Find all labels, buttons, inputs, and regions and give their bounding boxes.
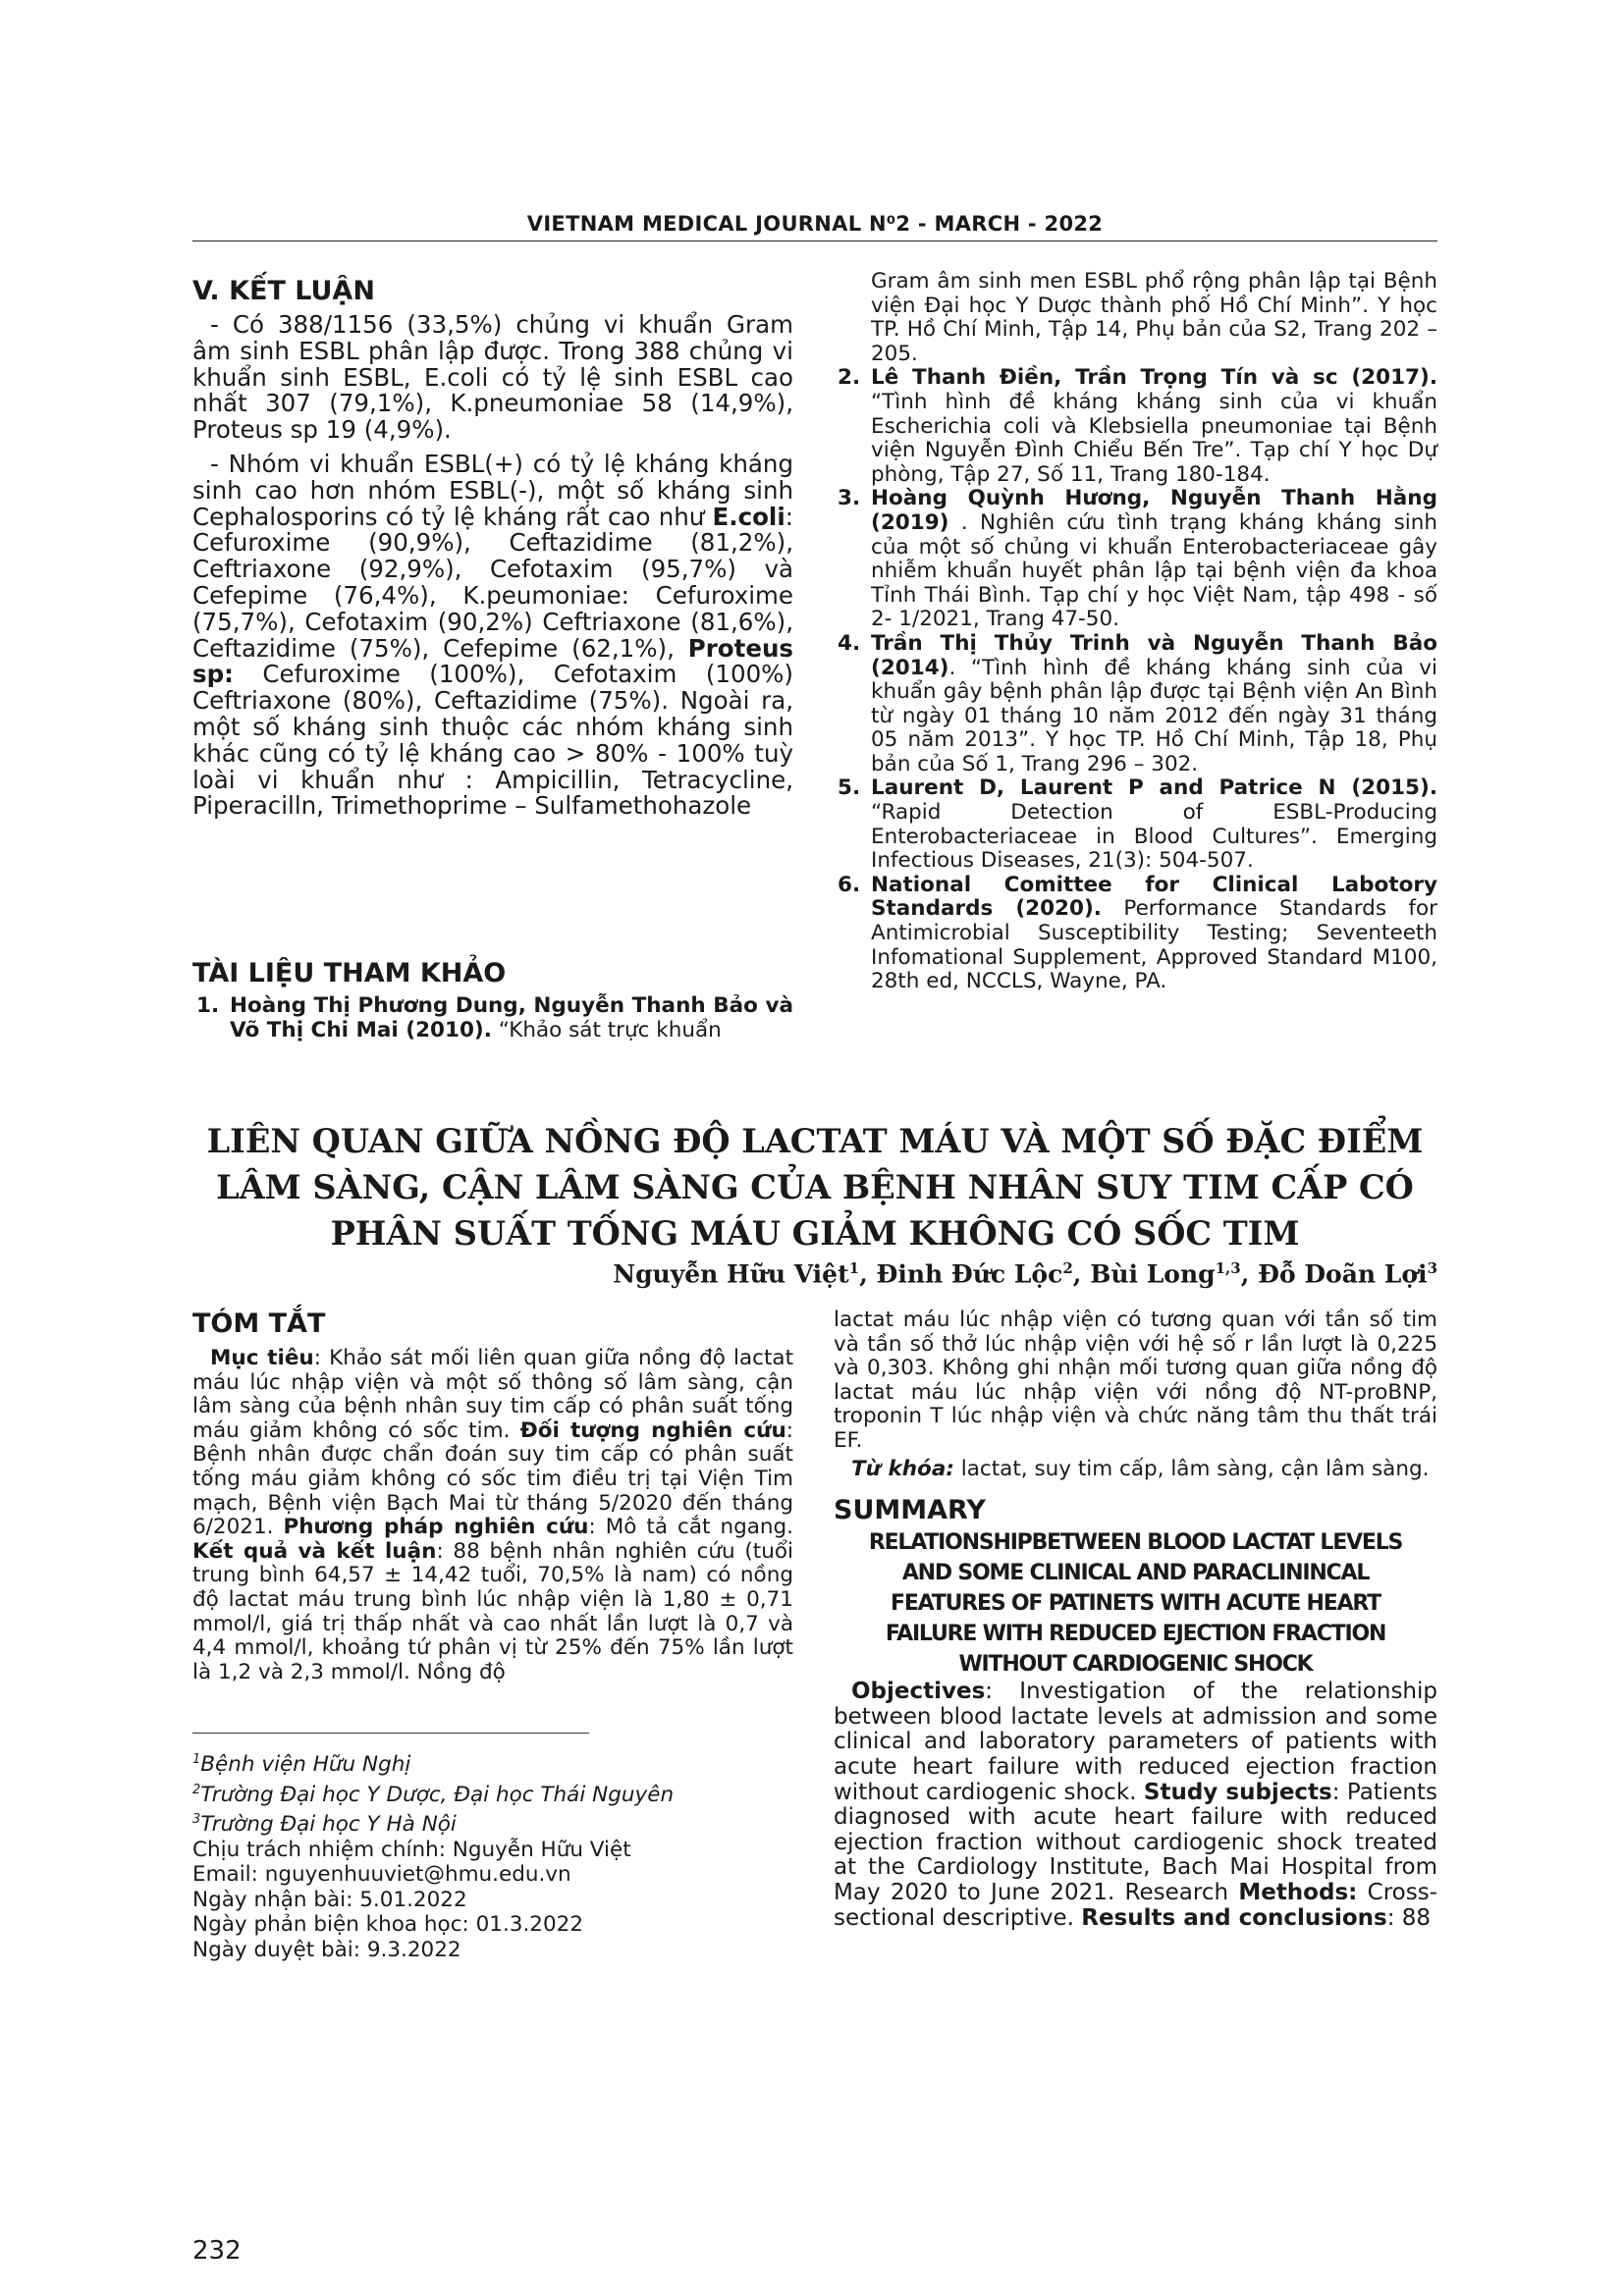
reference-item: [834, 487, 1437, 632]
running-header: VIETNAM MEDICAL JOURNAL N⁰2 - MARCH - 2022: [526, 212, 1104, 236]
summary-results-label: Results and conclusions: [1081, 1904, 1387, 1931]
summary-heading: SUMMARY: [834, 1495, 986, 1526]
author-name: Bùi Long: [1090, 1259, 1216, 1289]
affiliation-1-sup: 1: [192, 1752, 201, 1767]
affiliation-3: [192, 1807, 793, 1838]
reference-item: [192, 994, 793, 1042]
references-section: [192, 958, 793, 1042]
abstract-title: TÓM TẮT: [192, 1308, 326, 1339]
keywords: [834, 1458, 1437, 1482]
objective-label: Mục tiêu: [210, 1346, 314, 1370]
article-title-line-2: LÂM SÀNG, CẬN LÂM SÀNG CỦA BỆNH NHÂN SUY TIM CẤP CÓ: [216, 1168, 1414, 1206]
conclusion-title: V. KẾT LUẬN: [192, 276, 375, 306]
affiliation-1-text: Bệnh viện Hữu Nghị: [200, 1752, 411, 1778]
summary-title-line-2: AND SOME CLINICAL AND PARACLININCAL: [901, 1561, 1370, 1586]
reference-authors: Trần Thị Thủy Trinh và Nguyễn Thanh Bảo (2014): [871, 630, 1437, 680]
reference-item: [834, 874, 1437, 994]
author-name: Đinh Đức Lộc: [876, 1259, 1063, 1289]
article-title-line-1: LIÊN QUAN GIỮA NỒNG ĐỘ LACTAT MÁU VÀ MỘT SỐ ĐẶC ĐIỂM: [206, 1122, 1424, 1160]
conclusion-proteus: Proteus sp:: [192, 633, 793, 689]
reference-text: . Nghiên cứu tình trạng kháng kháng sinh của một số chủng vi khuẩn Enterobacteriaceae gây nhiễm khuẩn huyết phân lập tại bệnh viện đa khoa Tỉnh Thái Bình. Tạp chí y học Việt Nam, tập 498 - số 2- 1/2021, Trang 47-50.: [871, 509, 1437, 632]
references-continued: [834, 270, 1437, 994]
reference-authors: Lê Thanh Điền, Trần Trọng Tín và sc (2017).: [871, 365, 1437, 391]
reference-text: Performance Standards for Antimicrobial Susceptibility Testing; Seventeeth Infomational Supplement, Approved Standard M100, 28th ed, NCCLS, Wayne, PA.: [871, 896, 1437, 994]
author-affiliation-sup: 3: [1427, 1259, 1437, 1277]
reference-number: 1.: [196, 993, 220, 1018]
conclusion-ecoli: E.coli: [712, 502, 785, 531]
reference-authors: Hoàng Quỳnh Hương, Nguyễn Thanh Hằng (2019): [871, 486, 1437, 535]
summary-results-text: : 88: [1386, 1904, 1432, 1931]
methods-label: Phương pháp nghiên cứu: [283, 1515, 589, 1540]
affiliation-2: [192, 1778, 793, 1808]
abstract-vi: [192, 1308, 793, 1684]
reference-item: [834, 366, 1437, 487]
objective-text: : Khảo sát mối liên quan giữa nồng độ lactat máu lúc nhập viện và một số thông số lâm sàng, cận lâm sàng của bệnh nhân suy tim cấp có phân suất tống máu giảm không có sốc tim.: [192, 1346, 794, 1443]
footnote-rule: [192, 1733, 589, 1734]
conclusion-p2-b: : Cefuroxime (90,9%), Ceftazidime (81,2%), Ceftriaxone (92,9%), Cefotaxim (95,7%) và Cefepime (76,4%), K.peumoniae: Cefuroxime (75,7%), Cefotaxim (90,2%) Ceftriaxone (81,6%), Ceftazidime (75%), Cefepime (62,1%),: [192, 502, 793, 663]
author-separator: ,: [1240, 1259, 1259, 1289]
summary-title-line-4: FAILURE WITH REDUCED EJECTION FRACTION: [885, 1622, 1386, 1647]
article-authors: [613, 1259, 1437, 1288]
results-text: : 88 bệnh nhân nghiên cứu (tuổi trung bình 64,57 ± 14,42 tuổi, 70,5% là nam) có nồng độ lactat máu trung bình lúc nhập viện là 1,80 ± 0,71 mmol/l, giá trị thấp nhất và cao nhất lần lượt là 0,7 và 4,4 mmol/l, khoảng tứ phân vị từ 25% đến 75% lần lượt là 1,2 và 2,3 mmol/l. Nồng độ: [192, 1538, 793, 1684]
author-separator: ,: [859, 1259, 877, 1289]
reference-item: [834, 776, 1437, 873]
references-title: TÀI LIỆU THAM KHẢO: [192, 958, 507, 988]
summary-objectives-label: Objectives: [851, 1679, 986, 1705]
abstract-vi-continued: [834, 1308, 1437, 1931]
references-list-right: [834, 366, 1437, 993]
affiliation-2-sup: 2: [192, 1782, 201, 1797]
subjects-text: : Bệnh nhân được chẩn đoán suy tim cấp có phân suất tống máu giảm không có sốc tim điều trị tại Viện Tim mạch, Bệnh viện Bạch Mai từ tháng 5/2020 đến tháng 6/2021.: [192, 1417, 794, 1540]
summary-methods-label: Methods:: [1238, 1879, 1358, 1905]
author-separator: ,: [1072, 1259, 1091, 1289]
summary-body: [834, 1680, 1437, 1931]
abstract-continued-text: lactat máu lúc nhập viện có tương quan với tần số tim và tần số thở lúc nhập viện với hệ số r lần lượt là 0,225 và 0,303. Không ghi nhận mối tương quan giữa nồng độ lactat máu lúc nhập viện với nồng độ NT-proBNP, troponin T lúc nhập viện và chức năng tâm thu thất trái EF.: [834, 1308, 1437, 1453]
article-title-line-3: PHÂN SUẤT TỐNG MÁU GIẢM KHÔNG CÓ SỐC TIM: [330, 1214, 1300, 1253]
author-affiliation-sup: 1: [848, 1259, 860, 1277]
methods-text: : Mô tả cắt ngang.: [588, 1515, 794, 1540]
reference-authors: Laurent D, Laurent P and Patrice N (2015).: [871, 775, 1437, 801]
conclusion-p2-c: Cefuroxime (100%), Cefotaxim (100%) Ceftriaxone (80%), Ceftazidime (75%). Ngoài ra, một số kháng sinh thuộc các nhóm kháng sinh khác cũng có tỷ lệ kháng cao > 80% - 100% tuỳ loài vi khuẩn như : Ampicillin, Tetracycline, Piperacilln, Trimethoprime – Sulfamethohazole: [192, 660, 793, 821]
abstract-body: [192, 1347, 793, 1684]
conclusion-paragraph-1: - Có 388/1156 (33,5%) chủng vi khuẩn Gram âm sinh ESBL phân lập được. Trong 388 chủng vi khuẩn sinh ESBL, E.coli có tỷ lệ sinh ESBL cao nhất 307 (79,1%), K.pneumoniae 58 (14,9%), Proteus sp 19 (4,9%).: [192, 310, 793, 445]
keywords-text: lactat, suy tim cấp, lâm sàng, cận lâm sàng.: [953, 1456, 1430, 1481]
reference-text: . “Tình hình đề kháng kháng sinh của vi khuẩn gây bệnh phân lập được tại Bệnh viện An Bình từ ngày 01 tháng 10 năm 2012 đến ngày 31 tháng 05 năm 2013”. Y học TP. Hồ Chí Minh, Tập 18, Phụ bản của Số 1, Trang 296 – 302.: [871, 655, 1437, 776]
author-name: Đỗ Doãn Lợi: [1258, 1259, 1428, 1289]
date-reviewed: Ngày phản biện khoa học: 01.3.2022: [192, 1912, 584, 1938]
reference-text: “Rapid Detection of ESBL-Producing Enterobacteriaceae in Blood Cultures”. Emerging Infectious Diseases, 21(3): 504-507.: [871, 800, 1437, 874]
summary-methods-text: Cross-sectional descriptive.: [834, 1879, 1437, 1931]
reference-item: [834, 632, 1437, 777]
footnotes: [192, 1747, 793, 1962]
author-name: Nguyễn Hữu Việt: [613, 1259, 849, 1289]
reference-text: “Tình hình đề kháng kháng sinh của vi khuẩn Escherichia coli và Klebsiella pneumoniae tại Bệnh viện Nguyễn Đình Chiểu Bến Tre”. Tạp chí Y học Dự phòng, Tập 27, Số 11, Trang 180-184.: [871, 389, 1437, 487]
author-email: Email: nguyenhuuviet@hmu.edu.vn: [192, 1862, 571, 1888]
conclusion-section: [192, 276, 793, 820]
keywords-label: Từ khóa:: [851, 1456, 954, 1481]
summary-objectives-text: : Investigation of the relationship between blood lactate levels at admission and some clinical and laboratory parameters of patients with acute heart failure with reduced ejection fraction without cardiogenic shock.: [834, 1679, 1437, 1805]
reference-text: “Khảo sát trực khuẩn: [491, 1017, 722, 1042]
reference-number: 5.: [838, 775, 861, 801]
date-received: Ngày nhận bài: 5.01.2022: [192, 1887, 467, 1912]
header-rule: [192, 240, 1437, 241]
reference-1-continued: Gram âm sinh men ESBL phổ rộng phân lập tại Bệnh viện Đại học Y Dược thành phố Hồ Chí Minh”. Y học TP. Hồ Chí Minh, Tập 14, Phụ bản của S2, Trang 202 – 205.: [871, 269, 1437, 366]
reference-authors: National Comittee for Clinical Labotory Standards (2020).: [871, 872, 1437, 922]
date-accepted: Ngày duyệt bài: 9.3.2022: [192, 1937, 461, 1962]
reference-number: 2.: [838, 365, 861, 391]
summary-title-line-5: WITHOUT CARDIOGENIC SHOCK: [958, 1652, 1313, 1678]
summary-title-line-1: RELATIONSHIPBETWEEN BLOOD LACTAT LEVELS: [868, 1530, 1403, 1556]
summary-title-line-3: FEATURES OF PATINETS WITH ACUTE HEART: [891, 1591, 1380, 1617]
article-title: [192, 1118, 1437, 1256]
author-affiliation-sup: 1,3: [1215, 1259, 1241, 1277]
summary-subjects-label: Study subjects: [1143, 1779, 1332, 1805]
references-list-left: [192, 994, 793, 1042]
summary-subjects-text: : Patients diagnosed with acute heart failure with reduced ejection fraction without cardiogenic shock treated at the Cardiology Institute, Bach Mai Hospital from May 2020 to June 2021. Research: [834, 1779, 1437, 1905]
results-label: Kết quả và kết luận: [192, 1538, 437, 1564]
conclusion-p2-a: - Nhóm vi khuẩn ESBL(+) có tỷ lệ kháng kháng sinh cao hơn nhóm ESBL(-), một số kháng sinh Cephalosporins có tỷ lệ kháng rất cao như: [192, 449, 793, 531]
subjects-label: Đối tượng nghiên cứu: [519, 1417, 786, 1443]
affiliation-3-text: Trường Đại học Y Hà Nội: [200, 1812, 457, 1838]
summary-title: [834, 1527, 1437, 1680]
affiliation-1: [192, 1747, 793, 1778]
affiliation-2-text: Trường Đại học Y Dược, Đại học Thái Nguyên: [200, 1782, 675, 1807]
conclusion-paragraph-2: [192, 449, 793, 821]
responsible-author: Chịu trách nhiệm chính: Nguyễn Hữu Việt: [192, 1837, 631, 1862]
reference-number: 6.: [838, 872, 861, 897]
affiliation-3-sup: 3: [192, 1812, 201, 1828]
author-affiliation-sup: 2: [1062, 1259, 1073, 1277]
reference-number: 3.: [838, 486, 861, 511]
reference-number: 4.: [838, 630, 861, 656]
reference-authors: Hoàng Thị Phương Dung, Nguyễn Thanh Bảo và Võ Thị Chi Mai (2010).: [230, 993, 793, 1042]
page-number: 232: [192, 2236, 242, 2266]
